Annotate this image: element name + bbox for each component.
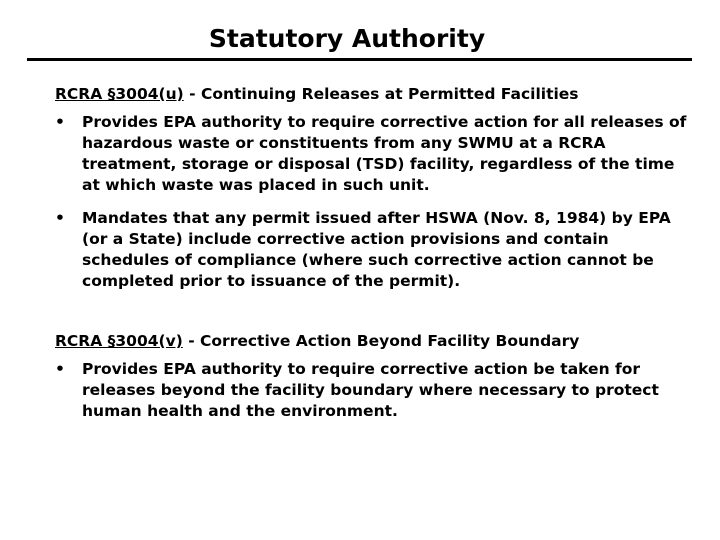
bullet-marker: • (55, 113, 65, 131)
section-heading (55, 331, 695, 352)
title-divider (27, 58, 692, 61)
bullet-item (55, 359, 695, 422)
section-heading-text: - Corrective Action Beyond Facility Boundary (182, 332, 580, 350)
bullet-item (55, 112, 695, 196)
bullet-text: Provides EPA authority to require corrective action be taken for releases beyond the facility boundary where necessary to protect human health and the environment. (82, 360, 659, 420)
bullet-item (55, 208, 695, 292)
page-title: Statutory Authority (208, 24, 486, 53)
bullet-marker: • (55, 360, 65, 378)
section-3004v (55, 331, 695, 422)
bullet-text: Mandates that any permit issued after HSWA (Nov. 8, 1984) by EPA (or a State) include corrective action provisions and contain schedules of compliance (where such corrective action cannot be completed prior to issuance of the permit). (82, 209, 671, 290)
section-heading (55, 84, 695, 105)
section-reference: RCRA §3004(u) (55, 85, 184, 103)
section-reference: RCRA §3004(v) (55, 332, 183, 350)
bullet-text: Provides EPA authority to require corrective action for all releases of hazardous waste or constituents from any SWMU at a RCRA treatment, storage or disposal (TSD) facility, regardless of the time at which waste was placed in such unit. (82, 113, 687, 194)
section-heading-text: - Continuing Releases at Permitted Facilities (183, 85, 579, 103)
section-3004u (55, 84, 695, 292)
bullet-marker: • (55, 209, 65, 227)
